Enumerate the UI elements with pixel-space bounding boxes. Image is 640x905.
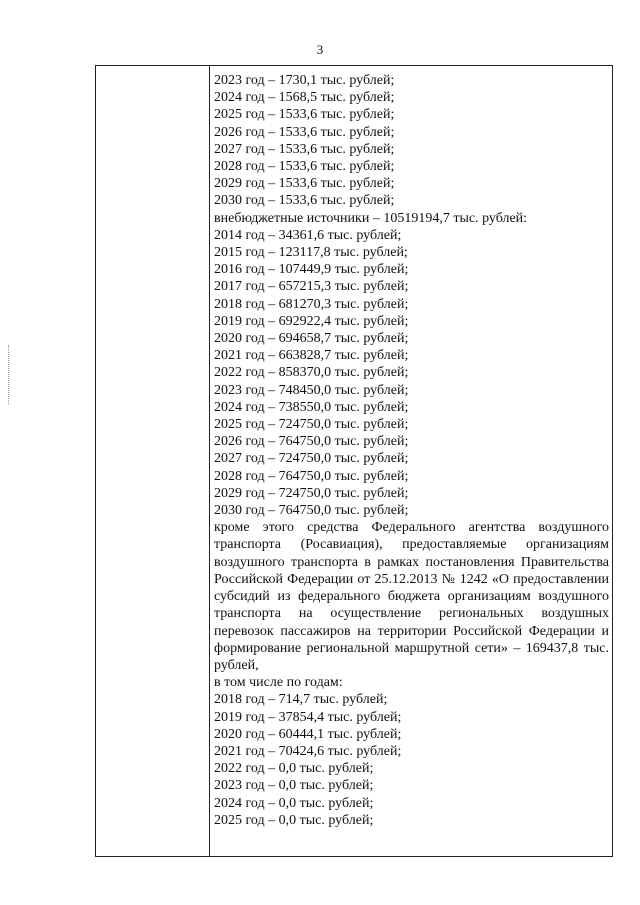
funding-line: 2020 год – 694658,7 тыс. рублей;: [214, 331, 409, 347]
funding-line: 2022 год – 858370,0 тыс. рублей;: [214, 365, 409, 381]
funding-line: 2020 год – 60444,1 тыс. рублей;: [214, 726, 402, 742]
funding-line: 2025 год – 0,0 тыс. рублей;: [214, 812, 374, 828]
funding-line: 2022 год – 0,0 тыс. рублей;: [214, 761, 374, 777]
by-years-label: в том числе по годам:: [214, 675, 343, 691]
funding-line: 2027 год – 724750,0 тыс. рублей;: [214, 451, 409, 467]
funding-line: внебюджетные источники – 10519194,7 тыс. рублей:: [214, 210, 528, 226]
funding-line: 2027 год – 1533,6 тыс. рублей;: [214, 141, 395, 157]
funding-line: 2023 год – 1730,1 тыс. рублей;: [214, 73, 395, 88]
funding-line: 2015 год – 123117,8 тыс. рублей;: [214, 245, 408, 261]
funding-line: 2019 год – 692922,4 тыс. рублей;: [214, 313, 409, 329]
funding-line: 2025 год – 1533,6 тыс. рублей;: [214, 107, 395, 123]
column-divider: [209, 65, 210, 857]
funding-line: 2024 год – 738550,0 тыс. рублей;: [214, 399, 409, 415]
funding-line: 2014 год – 34361,6 тыс. рублей;: [214, 227, 402, 243]
margin-mark: [8, 345, 10, 405]
funding-line: 2021 год – 663828,7 тыс. рублей;: [214, 348, 409, 364]
funding-line: 2018 год – 681270,3 тыс. рублей;: [214, 296, 409, 312]
funding-line: 2025 год – 724750,0 тыс. рублей;: [214, 417, 409, 433]
funding-cell: [214, 72, 609, 829]
funding-line: 2028 год – 1533,6 тыс. рублей;: [214, 159, 395, 175]
funding-line: 2017 год – 657215,3 тыс. рублей;: [214, 279, 409, 295]
funding-line: 2023 год – 0,0 тыс. рублей;: [214, 778, 374, 794]
rosaviatsia-paragraph: кроме этого средства Федерального агентства воздушного транспорта (Росавиация), предоставляемые организациям воздушного транспорта в рамках постановления Правительства Российской Федерации от 25.12.2013 № 1242 «О предоставлении субсидий из федерального бюджета организациям воздушного транспорта на осуществление региональных воздушных перевозок пассажиров на территории Российской Федерации и формирование региональной маршрутной сети» – 169437,8 тыс. рублей,: [214, 520, 609, 673]
funding-line: 2019 год – 37854,4 тыс. рублей;: [214, 709, 402, 725]
funding-line: 2024 год – 0,0 тыс. рублей;: [214, 795, 374, 811]
funding-line: 2029 год – 1533,6 тыс. рублей;: [214, 176, 395, 192]
funding-list-b: [214, 691, 609, 829]
funding-list-a: [214, 72, 609, 519]
funding-line: 2016 год – 107449,9 тыс. рублей;: [214, 262, 409, 278]
funding-line: 2024 год – 1568,5 тыс. рублей;: [214, 90, 395, 106]
funding-line: 2023 год – 748450,0 тыс. рублей;: [214, 382, 409, 398]
funding-line: 2021 год – 70424,6 тыс. рублей;: [214, 743, 402, 759]
funding-line: 2026 год – 764750,0 тыс. рублей;: [214, 434, 409, 450]
funding-line: 2029 год – 724750,0 тыс. рублей;: [214, 485, 409, 501]
funding-line: 2030 год – 1533,6 тыс. рублей;: [214, 193, 395, 209]
funding-line: 2018 год – 714,7 тыс. рублей;: [214, 692, 388, 708]
funding-line: 2026 год – 1533,6 тыс. рублей;: [214, 124, 395, 140]
page-number: 3: [316, 42, 324, 57]
funding-line: 2030 год – 764750,0 тыс. рублей;: [214, 503, 409, 519]
funding-line: 2028 год – 764750,0 тыс. рублей;: [214, 468, 409, 484]
